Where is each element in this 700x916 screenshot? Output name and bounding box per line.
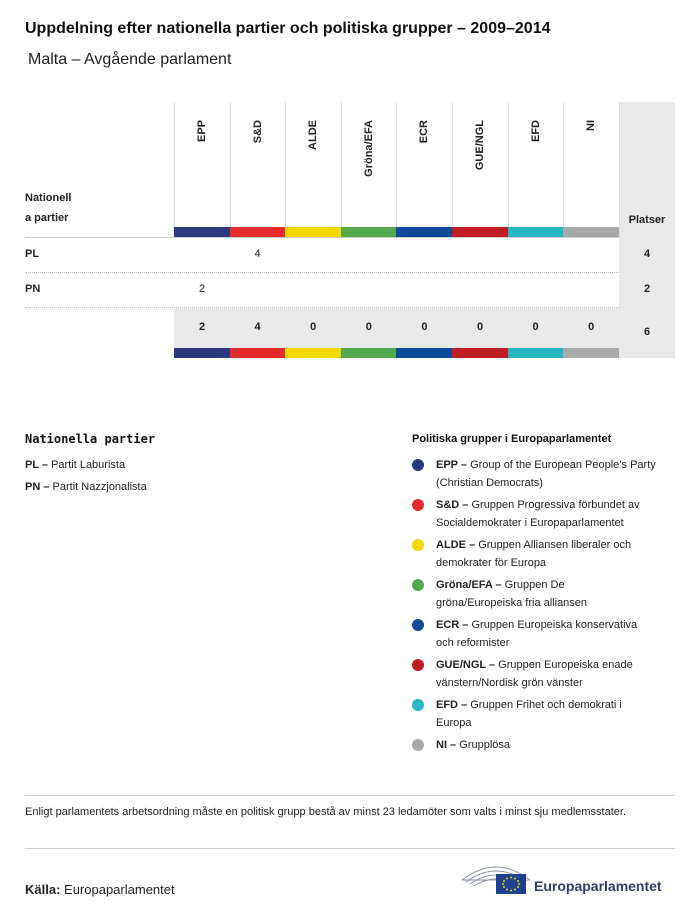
group-name-line1: Gruppen Europeiska konservativa — [471, 619, 638, 631]
table-cell: 4 — [254, 248, 261, 260]
row-divider — [25, 237, 619, 238]
national-party-item — [25, 481, 147, 493]
group-abbr: NI – — [436, 739, 457, 751]
group-header — [508, 112, 564, 230]
group-color-band — [285, 227, 341, 237]
row-header — [25, 188, 71, 228]
row-divider — [25, 272, 619, 273]
group-name-line1: Group of the European People’s Party — [470, 459, 656, 471]
party-name: Partit Nazzjonalista — [52, 481, 147, 493]
group-color-band — [508, 227, 564, 237]
group-color-band — [341, 227, 397, 237]
political-group-item — [412, 576, 677, 612]
table-cell: 2 — [198, 283, 206, 295]
group-abbr: ALDE – — [436, 539, 476, 551]
group-name-line2: och reformister — [436, 637, 510, 649]
group-abbr: ECR – — [436, 619, 469, 631]
group-color-band — [341, 348, 397, 358]
group-color-dot — [412, 539, 424, 551]
group-color-band — [174, 348, 230, 358]
party-name: Partit Laburista — [51, 459, 126, 471]
row-total: 2 — [643, 283, 651, 295]
party-row-label: PL — [25, 248, 40, 260]
group-total: 0 — [476, 321, 484, 333]
group-name-line1: Gruppen Alliansen liberaler och — [478, 539, 632, 551]
group-header — [174, 112, 230, 230]
group-header-label: EPP — [196, 120, 208, 143]
platser-column-bg — [619, 102, 675, 358]
seats-header: Platser — [628, 214, 666, 226]
group-name-line1: Gruppen Progressiva förbundet av — [471, 499, 640, 511]
group-color-band — [396, 348, 452, 358]
national-party-item — [25, 459, 125, 471]
group-abbr: EFD – — [436, 699, 468, 711]
source-line — [25, 882, 175, 897]
political-group-item — [412, 736, 677, 754]
national-parties-title: Nationella partier — [25, 432, 156, 446]
party-abbr: PL – — [25, 459, 49, 471]
party-row-label: PN — [25, 283, 41, 295]
group-name-line2: gröna/Europeiska fria alliansen — [436, 597, 588, 609]
group-header-label: S&D — [251, 120, 264, 144]
group-header-label: Gröna/EFA — [362, 120, 375, 177]
group-color-band — [285, 348, 341, 358]
group-color-dot — [412, 579, 424, 591]
group-total: 0 — [310, 321, 317, 333]
source-label: Källa: — [25, 882, 61, 897]
divider-top — [25, 795, 675, 796]
seat-table — [25, 102, 675, 358]
political-group-item — [412, 656, 677, 692]
group-color-dot — [412, 459, 424, 471]
group-header-label: GUE/NGL — [474, 120, 486, 171]
row-total: 4 — [643, 248, 651, 260]
row-divider — [25, 307, 619, 308]
group-header — [341, 112, 397, 230]
group-total: 0 — [421, 321, 428, 333]
party-abbr: PN – — [25, 481, 50, 493]
group-color-band — [563, 227, 619, 237]
group-color-dot — [412, 739, 424, 751]
grand-total: 6 — [643, 326, 651, 338]
group-abbr: S&D – — [436, 499, 469, 511]
political-group-item — [412, 616, 677, 652]
row-header-line2: a partier — [25, 212, 69, 224]
political-group-item — [412, 496, 677, 532]
group-header-label: NI — [585, 120, 598, 131]
group-header — [230, 112, 286, 230]
political-group-item — [412, 456, 677, 492]
group-header — [285, 112, 341, 230]
group-abbr: EPP – — [436, 459, 467, 471]
group-total: 0 — [365, 321, 372, 333]
group-color-dot — [412, 699, 424, 711]
group-color-band — [396, 227, 452, 237]
group-name-line2: Europa — [436, 717, 472, 729]
logo-text: Europaparlamentet — [534, 878, 662, 894]
group-name-line2: demokrater för Europa — [436, 557, 547, 569]
group-color-dot — [412, 659, 424, 671]
footnote: Enligt parlamentets arbetsordning måste en politisk grupp bestå av minst 23 ledamöter som valts i minst sju medlemsstater. — [25, 806, 626, 818]
group-total: 2 — [198, 321, 206, 333]
group-name-line1: Gruppen Europeiska enade — [498, 659, 633, 671]
row-header-line1: Nationell — [25, 192, 72, 204]
group-name-line1: Grupplösa — [459, 739, 511, 751]
page-subtitle: Malta – Avgående parlament — [28, 51, 232, 68]
group-color-band — [174, 227, 230, 237]
group-color-band — [230, 227, 286, 237]
group-color-band — [563, 348, 619, 358]
group-header — [396, 112, 452, 230]
group-name-line1: Gruppen De — [504, 579, 565, 591]
group-color-band — [452, 227, 508, 237]
group-color-band — [452, 348, 508, 358]
political-group-item — [412, 536, 677, 572]
group-header — [563, 112, 619, 230]
group-total: 0 — [588, 321, 595, 333]
political-group-item — [412, 696, 677, 732]
group-header-label: EFD — [529, 120, 542, 142]
group-color-dot — [412, 499, 424, 511]
group-name-line2: Socialdemokrater i Europaparlamentet — [436, 517, 624, 529]
group-name-line2: vänstern/Nordisk grön vänster — [436, 677, 583, 689]
group-abbr: Gröna/EFA – — [436, 579, 502, 591]
group-name-line2: (Christian Democrats) — [436, 477, 543, 489]
group-total: 4 — [254, 321, 261, 333]
page-title: Uppdelning efter nationella partier och politiska grupper – 2009–2014 — [25, 20, 551, 37]
source-value: Europaparlamentet — [64, 882, 175, 897]
political-groups-title: Politiska grupper i Europaparlamentet — [412, 433, 612, 445]
group-header-label: ECR — [418, 120, 431, 144]
group-header — [452, 112, 508, 230]
group-abbr: GUE/NGL – — [436, 659, 496, 671]
group-name-line1: Gruppen Frihet och demokrati i — [470, 699, 622, 711]
group-color-dot — [412, 619, 424, 631]
divider-bottom — [25, 848, 675, 849]
group-header-label: ALDE — [307, 120, 320, 150]
group-color-band — [508, 348, 564, 358]
column-separator — [619, 102, 620, 237]
group-total: 0 — [532, 321, 539, 333]
group-color-band — [230, 348, 286, 358]
